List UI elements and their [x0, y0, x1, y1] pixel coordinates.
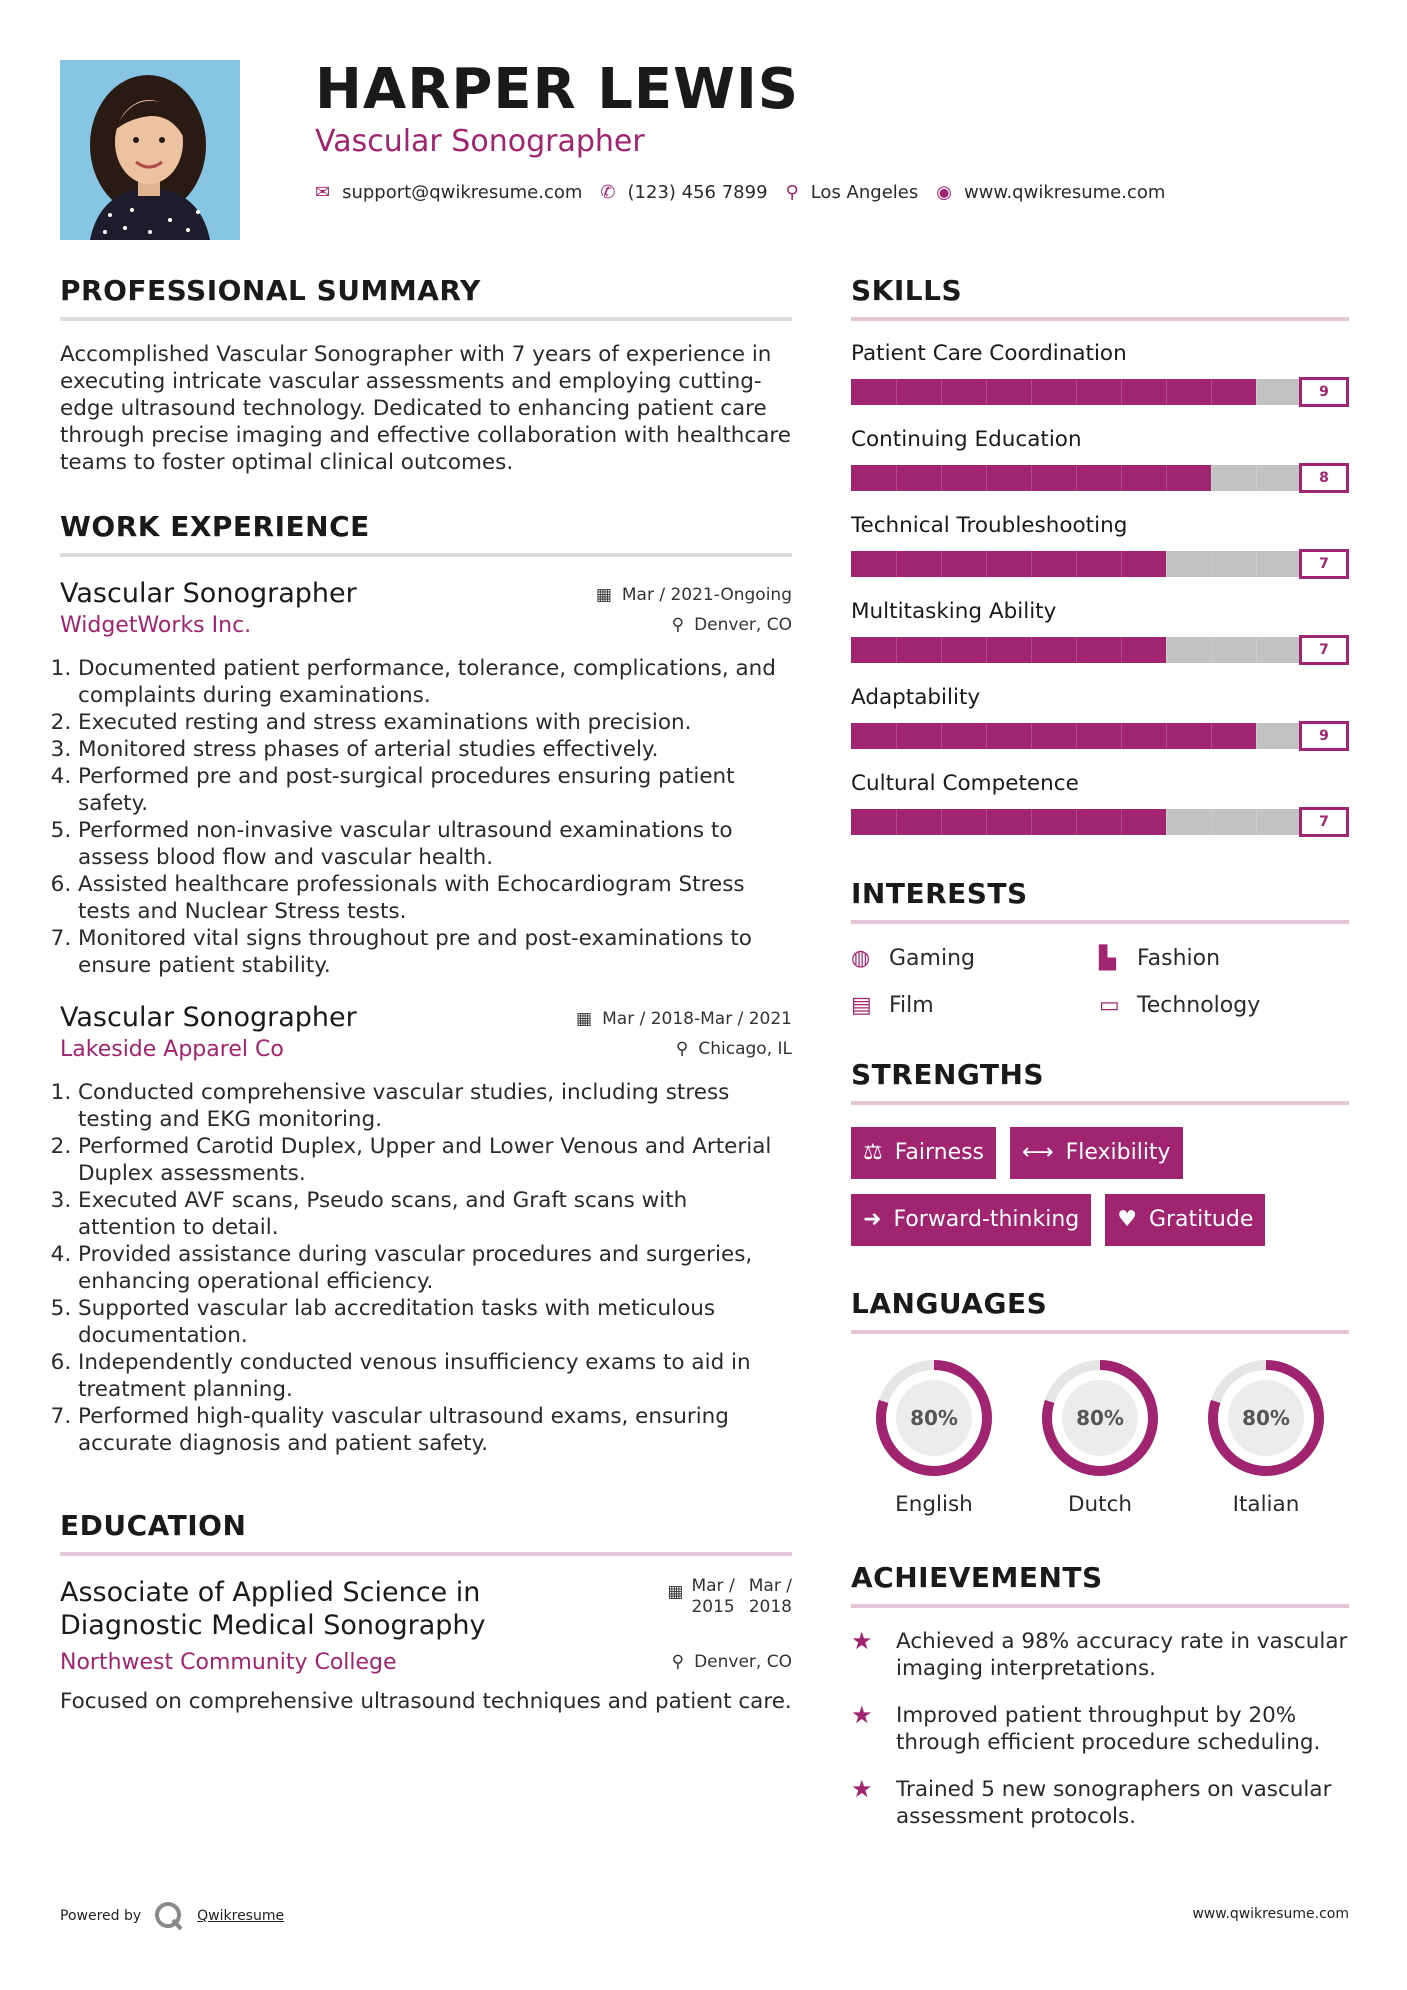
skill-fill	[851, 723, 1256, 749]
skill-segment-divider	[1121, 551, 1123, 577]
skill-segment-divider	[1166, 637, 1168, 663]
interest-item	[1099, 946, 1349, 971]
skill-segment-divider	[1256, 637, 1258, 663]
skill-segment-divider	[1076, 465, 1078, 491]
degree-title: Associate of Applied Science in Diagnostic Medical Sonography	[60, 1577, 486, 1641]
strength-chip	[851, 1127, 996, 1179]
language-level: 80%	[1242, 1406, 1290, 1430]
skill-bar	[851, 635, 1349, 665]
skill-score: 7	[1299, 635, 1349, 665]
skill-segment-divider	[1211, 723, 1213, 749]
job-company: Lakeside Apparel Co	[60, 1037, 284, 1062]
skill-segment-divider	[1166, 551, 1168, 577]
skill-segment-divider	[896, 379, 898, 405]
skill-segment-divider	[1256, 379, 1258, 405]
balance-scale-icon: ⚖	[863, 1140, 883, 1165]
achievement-item	[851, 1776, 1349, 1830]
list-item: 3. Executed AVF scans, Pseudo scans, and Graft scans with attention to detail.	[78, 1187, 792, 1241]
skill-segment-divider	[1031, 809, 1033, 835]
skill-fill	[851, 551, 1166, 577]
skill-score: 7	[1299, 549, 1349, 579]
job-dates	[596, 585, 792, 605]
skills-list	[851, 341, 1349, 837]
pushpin-icon: ⚲	[675, 1039, 689, 1059]
contact-email[interactable]	[315, 182, 582, 203]
skill-segment-divider	[986, 465, 988, 491]
skill-segment-divider	[1211, 809, 1213, 835]
interest-label: Film	[889, 993, 934, 1018]
email-text: support@qwikresume.com	[342, 182, 583, 203]
skill-segment-divider	[1031, 379, 1033, 405]
powered-by-text: Powered by	[60, 1908, 142, 1924]
list-item: 7. Performed high-quality vascular ultrasound exams, ensuring accurate diagnosis and patient safety.	[78, 1403, 792, 1457]
job-location-text: Chicago, IL	[698, 1039, 792, 1059]
skill-score: 9	[1299, 721, 1349, 751]
strength-chip	[1105, 1194, 1265, 1246]
qwikresume-logo-icon	[153, 1900, 185, 1932]
start-year: 2015	[691, 1597, 735, 1617]
job-entry	[60, 1001, 792, 1457]
star-icon: ★	[851, 1701, 873, 1729]
skill-segment-divider	[1166, 809, 1168, 835]
skill-segment-divider	[1211, 551, 1213, 577]
laptop-icon: ▭	[1099, 993, 1120, 1018]
skill-segment-divider	[1121, 637, 1123, 663]
film-icon: ▤	[851, 993, 872, 1018]
skill-bar	[851, 377, 1349, 407]
language-ring	[872, 1356, 996, 1480]
interest-item	[1099, 993, 1349, 1018]
envelope-icon: ✉	[315, 182, 331, 203]
contact-location	[786, 182, 919, 203]
skill-segment-divider	[1076, 551, 1078, 577]
skill-segment-divider	[1121, 379, 1123, 405]
skill-name: Technical Troubleshooting	[851, 513, 1128, 538]
achievements-list	[851, 1628, 1349, 1830]
achievement-text: Trained 5 new sonographers on vascular assessment protocols.	[896, 1777, 1332, 1829]
education-heading: EDUCATION	[60, 1509, 792, 1556]
skill-bar	[851, 463, 1349, 493]
interest-label: Technology	[1137, 993, 1261, 1018]
language-name: English	[895, 1492, 973, 1517]
skill-segment-divider	[941, 809, 943, 835]
contact-website[interactable]	[936, 182, 1165, 203]
skill-fill	[851, 809, 1166, 835]
education-start	[691, 1576, 734, 1618]
skill-segment-divider	[1076, 379, 1078, 405]
skill-name: Patient Care Coordination	[851, 341, 1127, 366]
achievement-text: Improved patient throughput by 20% through efficient procedure scheduling.	[896, 1703, 1321, 1755]
phone-text: (123) 456 7899	[627, 182, 768, 203]
job-location	[676, 1039, 792, 1059]
strengths-list	[851, 1127, 1349, 1261]
achievement-item	[851, 1628, 1349, 1682]
achievement-text: Achieved a 98% accuracy rate in vascular imaging interpretations.	[896, 1629, 1348, 1681]
pushpin-icon: ⚲	[671, 615, 685, 635]
skill-fill	[851, 637, 1166, 663]
skill-bar	[851, 549, 1349, 579]
language-name: Dutch	[1067, 1492, 1133, 1517]
end-year: 2018	[748, 1597, 792, 1617]
education-end	[749, 1576, 792, 1618]
languages-list	[851, 1356, 1349, 1517]
candidate-title: Vascular Sonographer	[315, 124, 645, 159]
skill-segment-divider	[896, 465, 898, 491]
skill-segment-divider	[941, 551, 943, 577]
skill-fill	[851, 379, 1256, 405]
location-text: Los Angeles	[810, 182, 919, 203]
skill-segment-divider	[941, 379, 943, 405]
end-month: Mar /	[748, 1576, 792, 1596]
skill-segment-divider	[896, 551, 898, 577]
skill-segment-divider	[1166, 379, 1168, 405]
skill-segment-divider	[896, 809, 898, 835]
job-location-text: Denver, CO	[694, 615, 792, 635]
job-title: Vascular Sonographer	[60, 578, 357, 609]
skill-name: Cultural Competence	[851, 771, 1079, 796]
star-icon: ★	[851, 1627, 873, 1655]
strength-label: Forward-thinking	[893, 1207, 1080, 1232]
candidate-name: HARPER LEWIS	[315, 57, 800, 122]
education-description: Focused on comprehensive ultrasound techniques and patient care.	[60, 1689, 792, 1714]
pushpin-icon: ⚲	[671, 1652, 685, 1672]
calendar-icon: ▦	[595, 585, 612, 605]
list-item: 1. Conducted comprehensive vascular studies, including stress testing and EKG monitoring.	[78, 1079, 792, 1133]
interests-heading: INTERESTS	[851, 877, 1349, 924]
strength-label: Flexibility	[1065, 1140, 1171, 1165]
skill-segment-divider	[986, 551, 988, 577]
language-item	[851, 1356, 1017, 1517]
start-month: Mar /	[691, 1576, 735, 1596]
education-location	[672, 1652, 792, 1672]
skill-item	[851, 685, 1349, 751]
brand-link[interactable]: Qwikresume	[197, 1908, 285, 1924]
skill-segment-divider	[1211, 637, 1213, 663]
job-dates-text: Mar / 2021-Ongoing	[621, 585, 792, 605]
right-column	[851, 274, 1349, 1830]
job-title: Vascular Sonographer	[60, 1002, 357, 1033]
calendar-icon: ▦	[667, 1582, 684, 1602]
summary-heading: PROFESSIONAL SUMMARY	[60, 274, 792, 321]
footer-website[interactable]: www.qwikresume.com	[1192, 1906, 1349, 1922]
strength-chip	[1010, 1127, 1183, 1179]
skill-segment-divider	[1121, 809, 1123, 835]
list-item: 7. Monitored vital signs throughout pre and post-examinations to ensure patient stability.	[78, 925, 792, 979]
strength-chip	[851, 1194, 1091, 1246]
strength-label: Gratitude	[1148, 1207, 1254, 1232]
skill-segment-divider	[896, 723, 898, 749]
interest-label: Fashion	[1137, 946, 1221, 971]
contact-row	[315, 182, 1183, 203]
skill-segment-divider	[1031, 637, 1033, 663]
skill-bar	[851, 807, 1349, 837]
job-duties-list	[60, 1079, 792, 1457]
heart-icon: ♥	[1117, 1207, 1137, 1232]
skill-name: Adaptability	[851, 685, 981, 710]
skill-bar	[851, 721, 1349, 751]
skill-segment-divider	[1256, 465, 1258, 491]
globe-icon: ◉	[936, 182, 952, 203]
list-item: 2. Performed Carotid Duplex, Upper and Lower Venous and Arterial Duplex assessments.	[78, 1133, 792, 1187]
skill-segment-divider	[1076, 637, 1078, 663]
phone-icon: ✆	[600, 182, 616, 203]
list-item: 3. Monitored stress phases of arterial studies effectively.	[78, 736, 792, 763]
skill-segment-divider	[1211, 379, 1213, 405]
job-location	[672, 615, 792, 635]
skill-item	[851, 513, 1349, 579]
language-ring	[1204, 1356, 1328, 1480]
interest-item	[851, 946, 1099, 971]
skill-name: Multitasking Ability	[851, 599, 1057, 624]
language-item	[1017, 1356, 1183, 1517]
arrow-right-icon: ➜	[863, 1207, 882, 1232]
list-item: 4. Performed pre and post-surgical procedures ensuring patient safety.	[78, 763, 792, 817]
list-item: 5. Supported vascular lab accreditation tasks with meticulous documentation.	[78, 1295, 792, 1349]
skill-segment-divider	[986, 809, 988, 835]
interest-label: Gaming	[889, 946, 975, 971]
languages-heading: LANGUAGES	[851, 1287, 1349, 1334]
job-company: WidgetWorks Inc.	[60, 613, 252, 638]
skill-segment-divider	[986, 379, 988, 405]
left-column	[60, 274, 792, 1715]
language-name: Italian	[1232, 1492, 1300, 1517]
contact-phone[interactable]	[600, 182, 767, 203]
list-item: 6. Assisted healthcare professionals with Echocardiogram Stress tests and Nuclear Stress tests.	[78, 871, 792, 925]
list-item: 6. Independently conducted venous insufficiency exams to aid in treatment planning.	[78, 1349, 792, 1403]
language-level: 80%	[1076, 1406, 1124, 1430]
skill-item	[851, 599, 1349, 665]
arrows-horizontal-icon: ⟷	[1022, 1140, 1054, 1165]
list-item: 2. Executed resting and stress examinations with precision.	[78, 709, 792, 736]
skill-segment-divider	[1256, 723, 1258, 749]
skill-name: Continuing Education	[851, 427, 1082, 452]
job-entry	[60, 577, 792, 979]
skill-segment-divider	[1031, 551, 1033, 577]
job-dates	[576, 1009, 792, 1029]
language-level: 80%	[910, 1406, 958, 1430]
strengths-heading: STRENGTHS	[851, 1058, 1349, 1105]
school-name: Northwest Community College	[60, 1650, 397, 1675]
list-item: 1. Documented patient performance, tolerance, complications, and complaints during examinations.	[78, 655, 792, 709]
skill-segment-divider	[1256, 551, 1258, 577]
star-icon: ★	[851, 1775, 873, 1803]
strength-label: Fairness	[894, 1140, 985, 1165]
skills-heading: SKILLS	[851, 274, 1349, 321]
skill-score: 8	[1299, 463, 1349, 493]
skill-item	[851, 771, 1349, 837]
achievement-item	[851, 1702, 1349, 1756]
list-item: 5. Performed non-invasive vascular ultrasound examinations to assess blood flow and vascular health.	[78, 817, 792, 871]
skill-item	[851, 341, 1349, 407]
footer-powered-by	[60, 1900, 284, 1932]
language-ring	[1038, 1356, 1162, 1480]
skill-score: 7	[1299, 807, 1349, 837]
skill-segment-divider	[1166, 723, 1168, 749]
job-dates-text: Mar / 2018-Mar / 2021	[602, 1009, 792, 1029]
skill-item	[851, 427, 1349, 493]
skill-segment-divider	[1121, 723, 1123, 749]
skill-segment-divider	[1076, 723, 1078, 749]
website-text: www.qwikresume.com	[963, 182, 1166, 203]
resume-header	[315, 57, 1183, 203]
education-location-text: Denver, CO	[694, 1652, 792, 1672]
education-dates	[667, 1576, 792, 1618]
experience-heading: WORK EXPERIENCE	[60, 510, 792, 557]
skill-segment-divider	[941, 723, 943, 749]
skill-segment-divider	[1256, 809, 1258, 835]
skill-segment-divider	[1031, 723, 1033, 749]
map-pin-icon: ⚲	[785, 182, 799, 203]
skill-segment-divider	[1076, 809, 1078, 835]
language-item	[1183, 1356, 1349, 1517]
skill-segment-divider	[941, 465, 943, 491]
achievements-heading: ACHIEVEMENTS	[851, 1561, 1349, 1608]
interest-item	[851, 993, 1099, 1018]
skill-segment-divider	[1211, 465, 1213, 491]
skill-segment-divider	[896, 637, 898, 663]
skill-segment-divider	[986, 723, 988, 749]
skill-segment-divider	[1031, 465, 1033, 491]
calendar-icon: ▦	[576, 1009, 593, 1029]
skill-segment-divider	[1121, 465, 1123, 491]
list-item: 4. Provided assistance during vascular procedures and surgeries, enhancing operational efficiency.	[78, 1241, 792, 1295]
skill-segment-divider	[941, 637, 943, 663]
skill-score: 9	[1299, 377, 1349, 407]
education-entry	[60, 1576, 792, 1715]
summary-text: Accomplished Vascular Sonographer with 7 years of experience in executing intricate vascular assessments and employing cutting-edge ultrasound technology. Dedicated to enhancing patient care through precise imaging and effective collaboration with healthcare teams to foster optimal clinical outcomes.	[60, 342, 792, 475]
gamepad-icon: ◍	[851, 946, 871, 971]
job-duties-list	[60, 655, 792, 979]
skill-segment-divider	[1166, 465, 1168, 491]
skill-segment-divider	[986, 637, 988, 663]
interests-list	[851, 946, 1349, 1018]
profile-photo	[60, 60, 240, 240]
shopping-bag-icon: ▙	[1099, 946, 1116, 971]
